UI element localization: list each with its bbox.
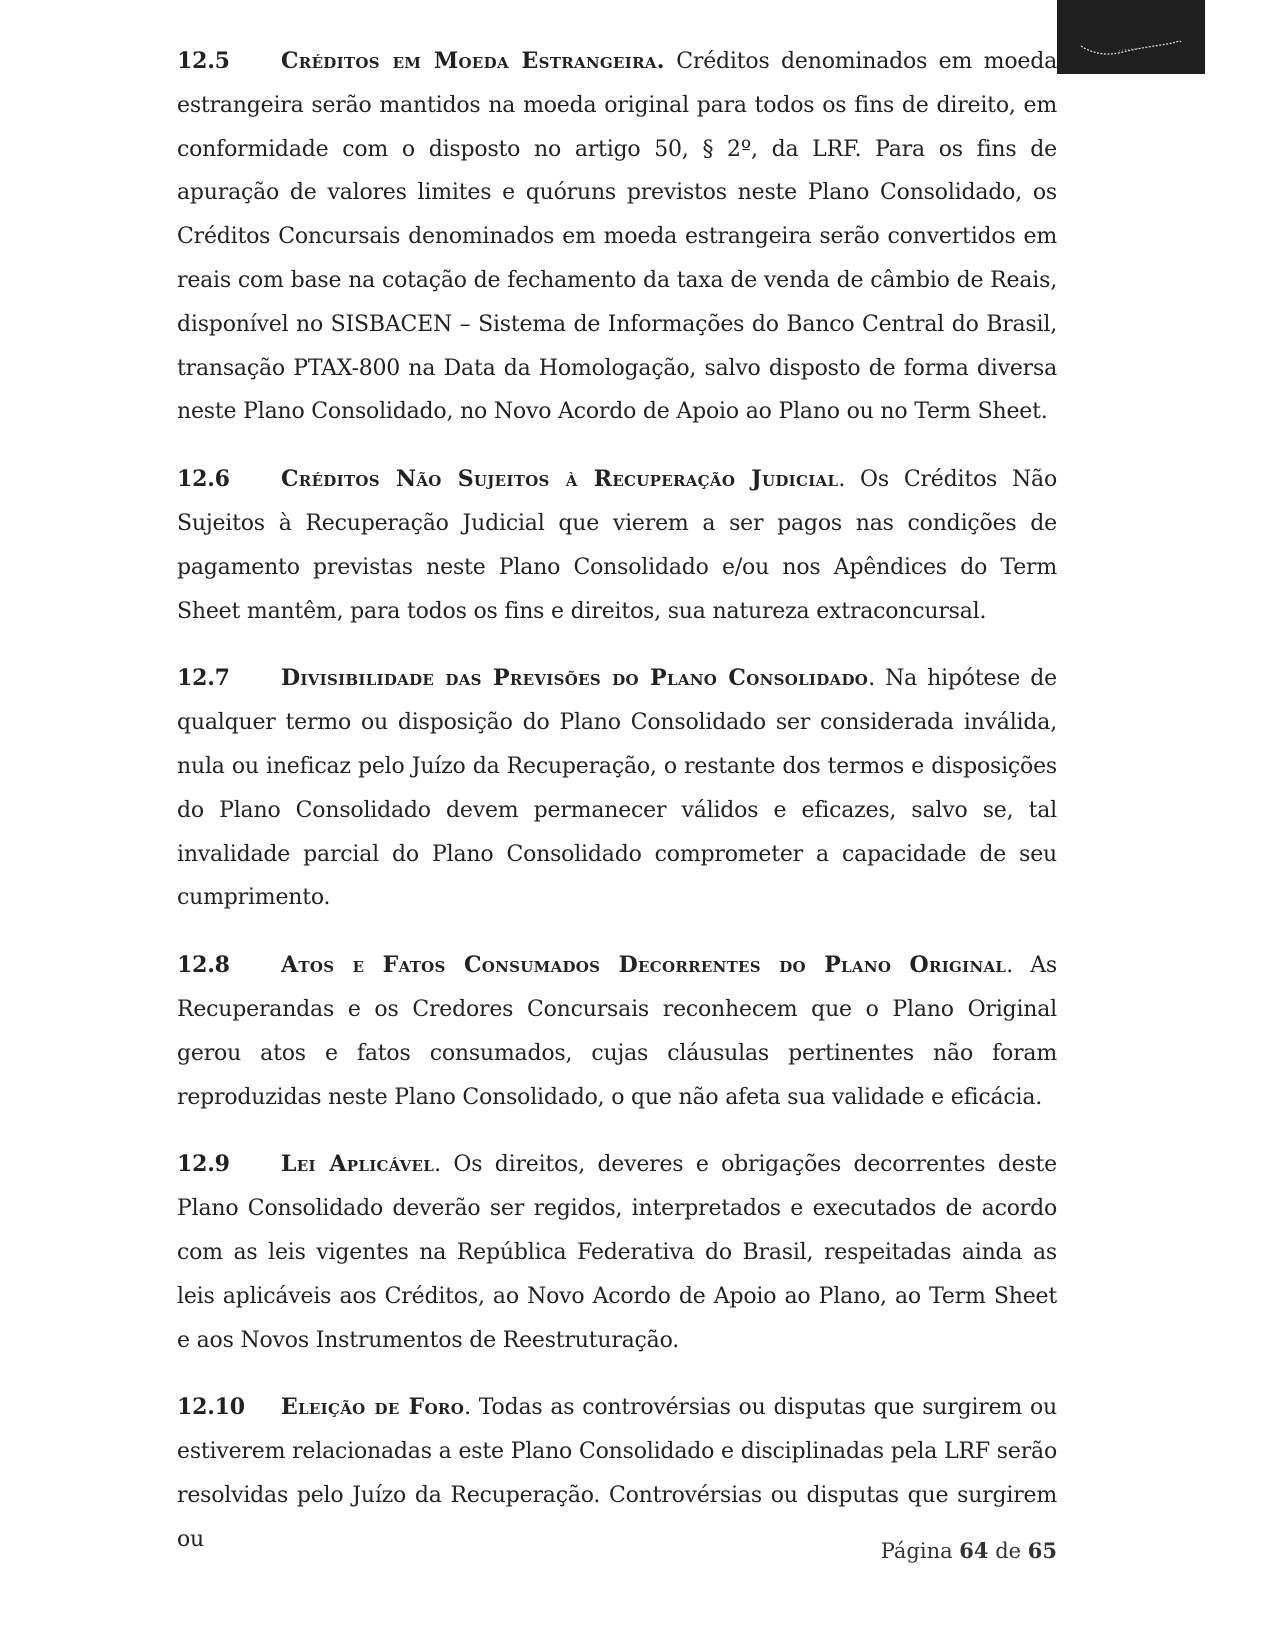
clause-12-6 bbox=[177, 458, 1057, 633]
clause-title: Lei Aplicável bbox=[281, 1151, 435, 1178]
clause-12-7 bbox=[177, 657, 1057, 920]
clause-title: Créditos em Moeda Estrangeira. bbox=[281, 48, 665, 74]
clause-12-8 bbox=[177, 944, 1057, 1119]
signature-flourish-icon bbox=[1079, 36, 1183, 58]
clause-12-10 bbox=[177, 1386, 1057, 1561]
document-body bbox=[177, 40, 1057, 1586]
clause-title: Atos e Fatos Consumados Decorrentes do Plano Original bbox=[281, 952, 1007, 979]
clause-text: . Na hipótese de qualquer termo ou disposição do Plano Consolidado ser considerada inválida, nula ou ineficaz pelo Juízo da Recuperação, o restante dos termos e disposições do Plano Consolidado devem permanecer válidos e eficazes, salvo se, tal invalidade parcial do Plano Consolidado comprometer a capacidade de seu cumprimento. bbox=[177, 666, 1057, 911]
clause-number: 12.8 bbox=[177, 952, 230, 979]
clause-number: 12.10 bbox=[177, 1394, 245, 1421]
clause-text: . Os Créditos Não Sujeitos à Recuperação Judicial que vierem a ser pagos nas condições de pagamento previstas neste Plano Consolidado e/ou nos Apêndices do Term Sheet mantêm, para todos os fins e direitos, sua natureza extraconcursal. bbox=[177, 467, 1057, 624]
clause-text: . Todas as controvérsias ou disputas que surgirem ou estiverem relacionadas a este Plano Consolidado e disciplinadas pela LRF serão resolvidas pelo Juízo da Recuperação. Controvérsias ou disputas que surgirem ou bbox=[177, 1395, 1057, 1552]
clause-number: 12.5 bbox=[177, 48, 230, 74]
clause-title: Divisibilidade das Previsões do Plano Consolidado bbox=[281, 665, 869, 692]
clause-12-9 bbox=[177, 1143, 1057, 1362]
page-total: 65 bbox=[1027, 1538, 1057, 1563]
page-number: 64 bbox=[959, 1538, 989, 1563]
page-separator: de bbox=[988, 1539, 1028, 1563]
page-footer bbox=[881, 1538, 1057, 1563]
clause-text: . As Recuperandas e os Credores Concursais reconhecem que o Plano Original gerou atos e fatos consumados, cujas cláusulas pertinentes não foram reproduzidas neste Plano Consolidado, o que não afeta sua validade e eficácia. bbox=[177, 953, 1057, 1110]
clause-12-5 bbox=[177, 40, 1057, 434]
clause-number: 12.7 bbox=[177, 665, 230, 692]
corner-tab bbox=[1057, 0, 1205, 74]
clause-title: Créditos Não Sujeitos à Recuperação Judicial bbox=[281, 466, 839, 493]
clause-title: Eleição de Foro bbox=[281, 1394, 465, 1421]
clause-text: Créditos denominados em moeda estrangeira serão mantidos na moeda original para todos os fins de direito, em conformidade com o disposto no artigo 50, § 2º, da LRF. Para os fins de apuração de valores limites e quóruns previstos neste Plano Consolidado, os Créditos Concursais denominados em moeda estrangeira serão convertidos em reais com base na cotação de fechamento da taxa de venda de câmbio de Reais, disponível no SISBACEN – Sistema de Informações do Banco Central do Brasil, transação PTAX-800 na Data da Homologação, salvo disposto de forma diversa neste Plano Consolidado, no Novo Acordo de Apoio ao Plano ou no Term Sheet. bbox=[177, 49, 1057, 425]
clause-number: 12.9 bbox=[177, 1151, 230, 1178]
page-label: Página bbox=[880, 1539, 960, 1563]
clause-text: . Os direitos, deveres e obrigações decorrentes deste Plano Consolidado deverão ser regidos, interpretados e executados de acordo com as leis vigentes na República Federativa do Brasil, respeitadas ainda as leis aplicáveis aos Créditos, ao Novo Acordo de Apoio ao Plano, ao Term Sheet e aos Novos Instrumentos de Reestruturação. bbox=[177, 1152, 1057, 1353]
clause-number: 12.6 bbox=[177, 466, 230, 493]
